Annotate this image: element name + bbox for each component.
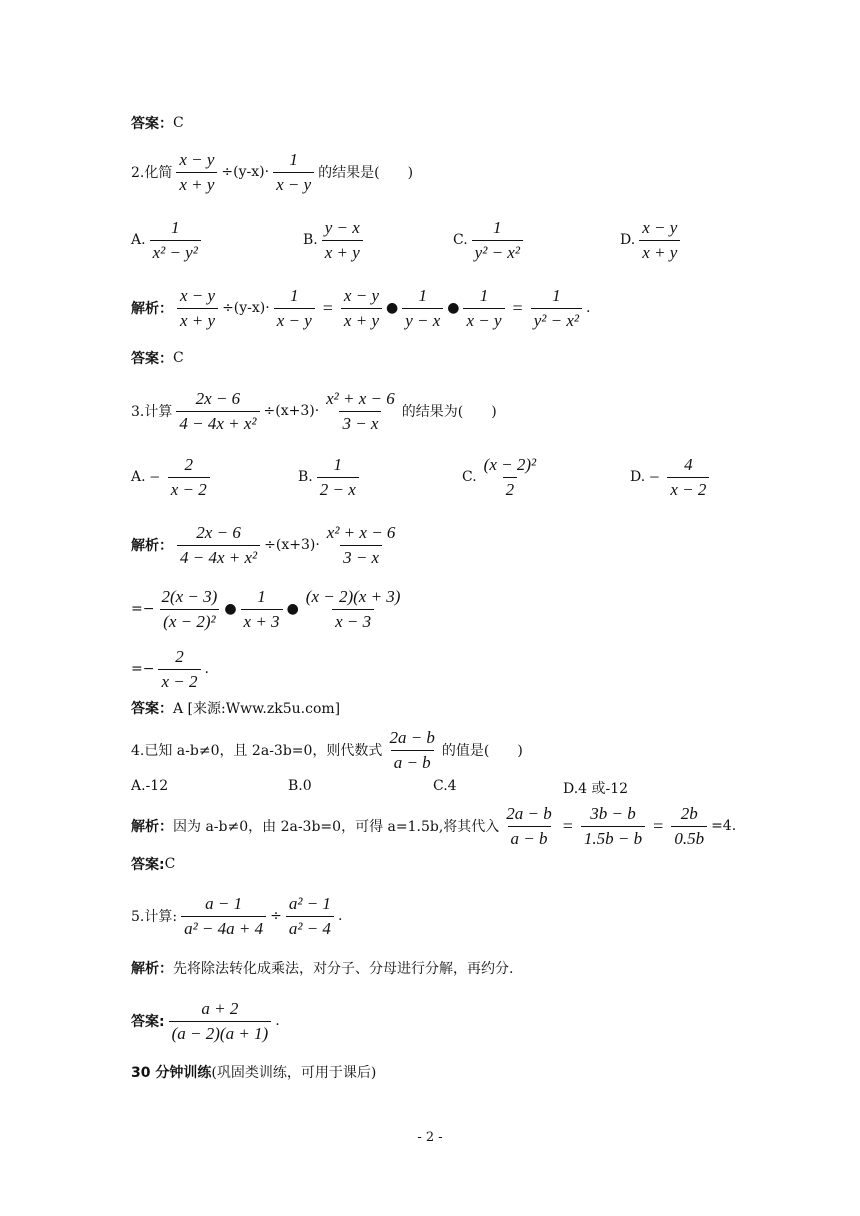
fraction [177,286,218,330]
text-span: = [512,297,523,318]
fraction [324,523,399,567]
text-span: 的值是( ) [441,743,523,760]
question-suffix: 的结果是( ) [318,165,414,182]
q3-answer [131,698,340,718]
text-span: . [204,661,209,678]
text-span: D. [620,232,636,249]
fraction-denominator: y − x [402,308,443,331]
text-span: A. [131,469,146,486]
section-subtitle: (巩固类训练，可用于课后) [211,1065,377,1081]
fraction-numerator: a² − 1 [288,894,331,913]
text-span: . [275,1013,280,1030]
q2-option-c [453,218,527,262]
fraction-numerator: x² + x − 6 [326,389,395,408]
fraction [341,286,382,330]
fraction-denominator: 0.5b [671,826,707,849]
fraction [177,523,260,567]
text-span: 答案： [131,351,173,367]
text-span: =− [131,661,155,678]
q2-answer [131,348,184,368]
text-span: ● [224,601,237,618]
fraction [176,150,217,194]
fraction-denominator: 3 − x [340,545,382,568]
q2-option-d [620,218,684,262]
q5-solution [131,958,513,978]
text-span: − [649,466,660,487]
fraction [273,150,314,194]
q3-option-b [298,455,363,499]
answer-value: C [173,115,184,131]
fraction [386,728,437,772]
text-span: C [164,856,176,872]
fraction-numerator: 4 [684,455,693,474]
fraction-denominator: x − 2 [667,477,709,500]
fraction-denominator: 2 [503,477,518,500]
fraction-denominator: (a − 2)(a + 1) [169,1021,272,1044]
text-span: 答案: [131,857,165,873]
fraction-numerator: y − x [324,218,360,237]
text-span: ● [286,601,299,618]
fraction-denominator: a² − 4a + 4 [181,916,266,939]
fraction-numerator: (x − 2)(x + 3) [305,587,401,606]
fraction-numerator: 1 [257,587,266,606]
fraction-numerator: 2x − 6 [195,389,241,408]
text-span: C. [462,469,477,486]
fraction-denominator: 4 − 4x + x² [177,545,260,568]
text-span: − [149,466,160,487]
text-span: = [322,297,333,318]
text-span: = [653,815,664,836]
text-span: = [562,815,573,836]
section-title: 30 分钟训练 [131,1065,212,1081]
fraction [158,587,220,631]
text-span: 先将除法转化成乘法，对分子、分母进行分解，再约分. [173,961,514,977]
text-span: B. [303,232,318,249]
fraction [581,804,645,848]
fraction [274,286,315,330]
q2-option-b [303,218,367,262]
q4-answer [131,854,175,874]
text-span: 解析： [131,538,173,555]
fraction-denominator: x + y [176,172,217,195]
text-span: =4. [711,818,737,835]
fraction-numerator: 2a − b [389,728,435,747]
q4-option-d [563,778,628,798]
text-span: D.4 或-12 [563,781,629,797]
text-span: B. [298,469,313,486]
fraction-numerator: 1 [289,150,298,169]
fraction-denominator: x + 3 [241,609,283,632]
fraction-numerator: 2 [184,455,193,474]
text-span: D. [630,469,646,486]
fraction-numerator: (x − 2)² [483,455,537,474]
fraction-numerator: 1 [289,286,299,305]
q3-option-a [131,455,214,499]
fraction-numerator: a + 2 [201,999,239,1018]
fraction [181,894,266,938]
text-span: A [来源:Www.zk5u.com] [173,701,341,717]
text-span: C. [453,232,468,249]
fraction [531,286,582,330]
text-span: ÷(x+3)· [263,403,320,420]
text-span: . [337,908,343,925]
fraction [639,218,680,262]
text-span: 因为 a-b≠0，由 2a-3b=0，可得 a=1.5b,将其代入 [173,819,500,836]
fraction-numerator: x − y [180,286,216,305]
fraction-denominator: 3 − x [339,411,381,434]
text-span: =− [131,601,155,618]
fraction [402,286,443,330]
fraction [303,587,404,631]
fraction-denominator: x − 2 [158,669,200,692]
q1-answer [131,113,184,133]
fraction-denominator: x² − y² [150,240,201,263]
fraction-numerator: 1 [170,218,180,237]
text-span: A. [131,232,146,249]
fraction-numerator: x − y [642,218,678,237]
fraction [241,587,283,631]
fraction [667,455,709,499]
q5-answer [131,999,280,1043]
answer-label: 答案： [131,116,173,132]
fraction-numerator: 2x − 6 [196,523,241,542]
text-span: . [585,300,591,317]
q4-option-b [288,778,312,794]
fraction-numerator: x² + x − 6 [326,523,396,542]
q4-option-c [433,778,457,794]
text-span: 5.计算: [131,909,178,926]
fraction-numerator: 2 [175,647,184,666]
fraction-denominator: 4 − 4x + x² [176,411,259,434]
text-span: 4.已知 a-b≠0，且 2a-3b=0，则代数式 [131,743,383,760]
q2-option-a [131,218,205,262]
fraction-denominator: 1.5b − b [581,826,645,849]
q2-solution [131,286,590,330]
operator: ÷(y-x)· [221,164,270,181]
text-span: 解析： [131,961,173,977]
fraction-denominator: x − y [274,308,315,331]
fraction [472,218,523,262]
fraction [158,647,200,691]
fraction-denominator: y² − x² [472,240,523,263]
q4-question [131,728,523,772]
text-span: ● [447,300,460,317]
fraction-denominator: x − y [463,308,504,331]
fraction-numerator: 1 [479,286,489,305]
q5-question [131,894,342,938]
text-span: B.0 [288,778,312,794]
text-span: 答案： [131,701,173,717]
fraction-denominator: x + y [639,240,680,263]
fraction-numerator: 1 [552,286,561,305]
fraction [317,455,359,499]
text-span: ÷ [270,908,282,925]
text-span: ÷(y-x)· [222,300,270,317]
text-span: 解析： [131,819,173,836]
fraction [463,286,504,330]
fraction-denominator: a − b [508,826,551,849]
fraction-denominator: a − b [391,750,434,773]
text-span: C.4 [433,778,457,794]
fraction-denominator: x + y [322,240,363,263]
fraction-numerator: 2a − b [506,804,552,823]
fraction [150,218,201,262]
fraction [168,455,210,499]
fraction-denominator: a² − 4 [286,916,334,939]
fraction-denominator: x − y [273,172,314,195]
fraction [286,894,334,938]
q3-option-c [462,455,543,499]
fraction-numerator: 3b − b [590,804,636,823]
text-span: ● [385,300,399,317]
text-span: ÷(x+3)· [264,537,320,554]
fraction-denominator: x + y [341,308,382,331]
fraction-numerator: 1 [493,218,502,237]
q2-question [131,150,413,194]
q3-step1 [131,587,407,631]
fraction [671,804,707,848]
q3-question [131,389,497,433]
text-span: C [173,350,184,366]
fraction-numerator: 2b [680,804,698,823]
q3-solution [131,523,402,567]
fraction [169,999,272,1043]
fraction-denominator: x + y [177,308,218,331]
fraction-denominator: 2 − x [317,477,359,500]
text-span: 的结果为( ) [401,404,497,421]
fraction-denominator: x − 3 [332,609,374,632]
fraction-denominator: (x − 2)² [160,609,218,632]
text-span: A.-12 [131,778,169,794]
fraction-numerator: a − 1 [205,894,243,913]
fraction-numerator: x − y [343,286,379,305]
fraction-denominator: x − 2 [168,477,210,500]
solution-label: 解析： [131,301,173,318]
q4-option-a [131,778,168,794]
text-span: 3.计算 [131,404,173,421]
fraction-numerator: 1 [333,455,343,474]
q4-solution [131,804,736,848]
fraction-numerator: 2(x − 3) [161,587,218,606]
page-number: - 2 - [417,1130,443,1145]
fraction-numerator: 1 [418,286,427,305]
text-span: 答案: [131,1014,165,1031]
q3-option-d [630,455,713,499]
q3-step2 [131,647,209,691]
fraction-numerator: x − y [179,150,215,169]
fraction-denominator: y² − x² [531,308,582,331]
fraction [503,804,554,848]
fraction [176,389,259,433]
fraction [323,389,398,433]
question-prefix: 2.化简 [131,165,173,182]
fraction [481,455,539,499]
fraction [322,218,363,262]
section-heading [131,1062,376,1082]
